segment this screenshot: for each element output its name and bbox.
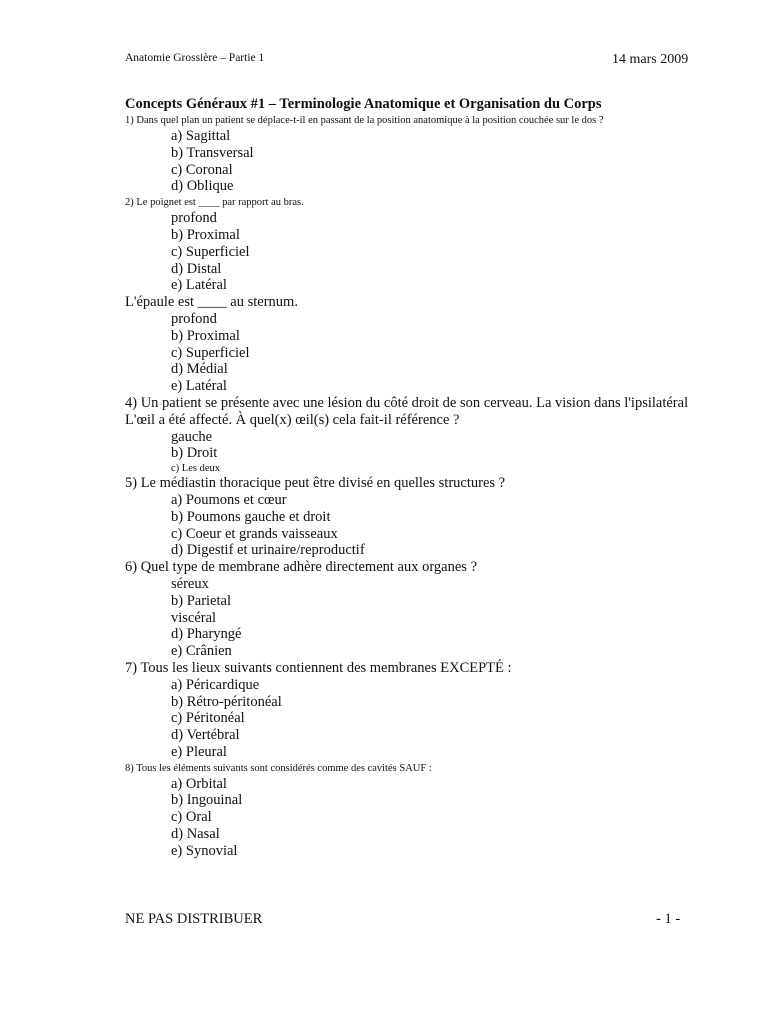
q1-option-d: d) Oblique	[171, 178, 234, 195]
q8-option-a: a) Orbital	[171, 775, 227, 792]
header-date: 14 mars 2009	[612, 52, 689, 67]
q1-option-c: c) Coronal	[171, 161, 233, 178]
question-5: 5) Le médiastin thoracique peut être divisé en quelles structures ?	[125, 475, 506, 492]
q6-option-c: viscéral	[171, 609, 217, 626]
q7-option-e: e) Pleural	[171, 743, 227, 760]
question-1: 1) Dans quel plan un patient se déplace-t-il en passant de la position anatomique à la position couchée sur le dos ?	[125, 115, 604, 126]
q7-option-c: c) Péritonéal	[171, 710, 245, 727]
q3-option-d: d) Médial	[171, 361, 228, 378]
question-4-line-1: 4) Un patient se présente avec une lésion du côté droit de son cerveau. La vision dans l'ipsilatéral	[125, 394, 689, 411]
q3-option-a: profond	[171, 310, 217, 327]
q7-option-d: d) Vertébral	[171, 727, 240, 744]
question-7: 7) Tous les lieux suivants contiennent des membranes EXCEPTÉ :	[125, 659, 512, 676]
q6-option-e: e) Crânien	[171, 643, 232, 660]
q4-option-c: c) Les deux	[171, 463, 220, 475]
q4-option-a: gauche	[171, 428, 213, 445]
q2-option-b: b) Proximal	[171, 226, 240, 243]
q2-option-a: profond	[171, 210, 217, 227]
q8-option-d: d) Nasal	[171, 826, 220, 843]
q1-option-b: b) Transversal	[171, 144, 254, 161]
q5-option-b: b) Poumons gauche et droit	[171, 508, 331, 525]
q2-option-d: d) Distal	[171, 260, 222, 277]
document-title: Concepts Généraux #1 – Terminologie Anatomique et Organisation du Corps	[125, 96, 602, 112]
footer-notice: NE PAS DISTRIBUER	[125, 911, 263, 927]
header-course-title: Anatomie Grossière – Partie 1	[125, 52, 265, 64]
q8-option-c: c) Oral	[171, 809, 212, 826]
q1-option-a: a) Sagittal	[171, 128, 231, 144]
q2-option-c: c) Superficiel	[171, 243, 250, 260]
q6-option-b: b) Parietal	[171, 592, 231, 609]
question-4-line-2: L'œil a été affecté. À quel(x) œil(s) cela fait-il référence ?	[125, 411, 460, 428]
question-2: 2) Le poignet est ____ par rapport au bras.	[125, 197, 304, 209]
page-number: - 1 -	[656, 911, 681, 927]
question-6: 6) Quel type de membrane adhère directement aux organes ?	[125, 559, 478, 576]
q6-option-a: séreux	[171, 575, 209, 592]
q7-option-b: b) Rétro-péritonéal	[171, 693, 282, 710]
question-8: 8) Tous les éléments suivants sont considérés comme des cavités SAUF :	[125, 762, 432, 774]
q3-option-b: b) Proximal	[171, 327, 240, 344]
q7-option-a: a) Péricardique	[171, 676, 260, 693]
q5-option-a: a) Poumons et cœur	[171, 491, 287, 508]
question-3: L'épaule est ____ au sternum.	[125, 294, 298, 311]
q6-option-d: d) Pharyngé	[171, 626, 242, 643]
q8-option-e: e) Synovial	[171, 842, 238, 859]
q8-option-b: b) Ingouinal	[171, 792, 243, 809]
q3-option-e: e) Latéral	[171, 378, 227, 395]
q3-option-c: c) Superficiel	[171, 344, 250, 361]
q2-option-e: e) Latéral	[171, 277, 227, 294]
q4-option-b: b) Droit	[171, 445, 218, 462]
q5-option-d: d) Digestif et urinaire/reproductif	[171, 542, 365, 559]
question-list	[125, 113, 725, 860]
q5-option-c: c) Coeur et grands vaisseaux	[171, 525, 338, 542]
